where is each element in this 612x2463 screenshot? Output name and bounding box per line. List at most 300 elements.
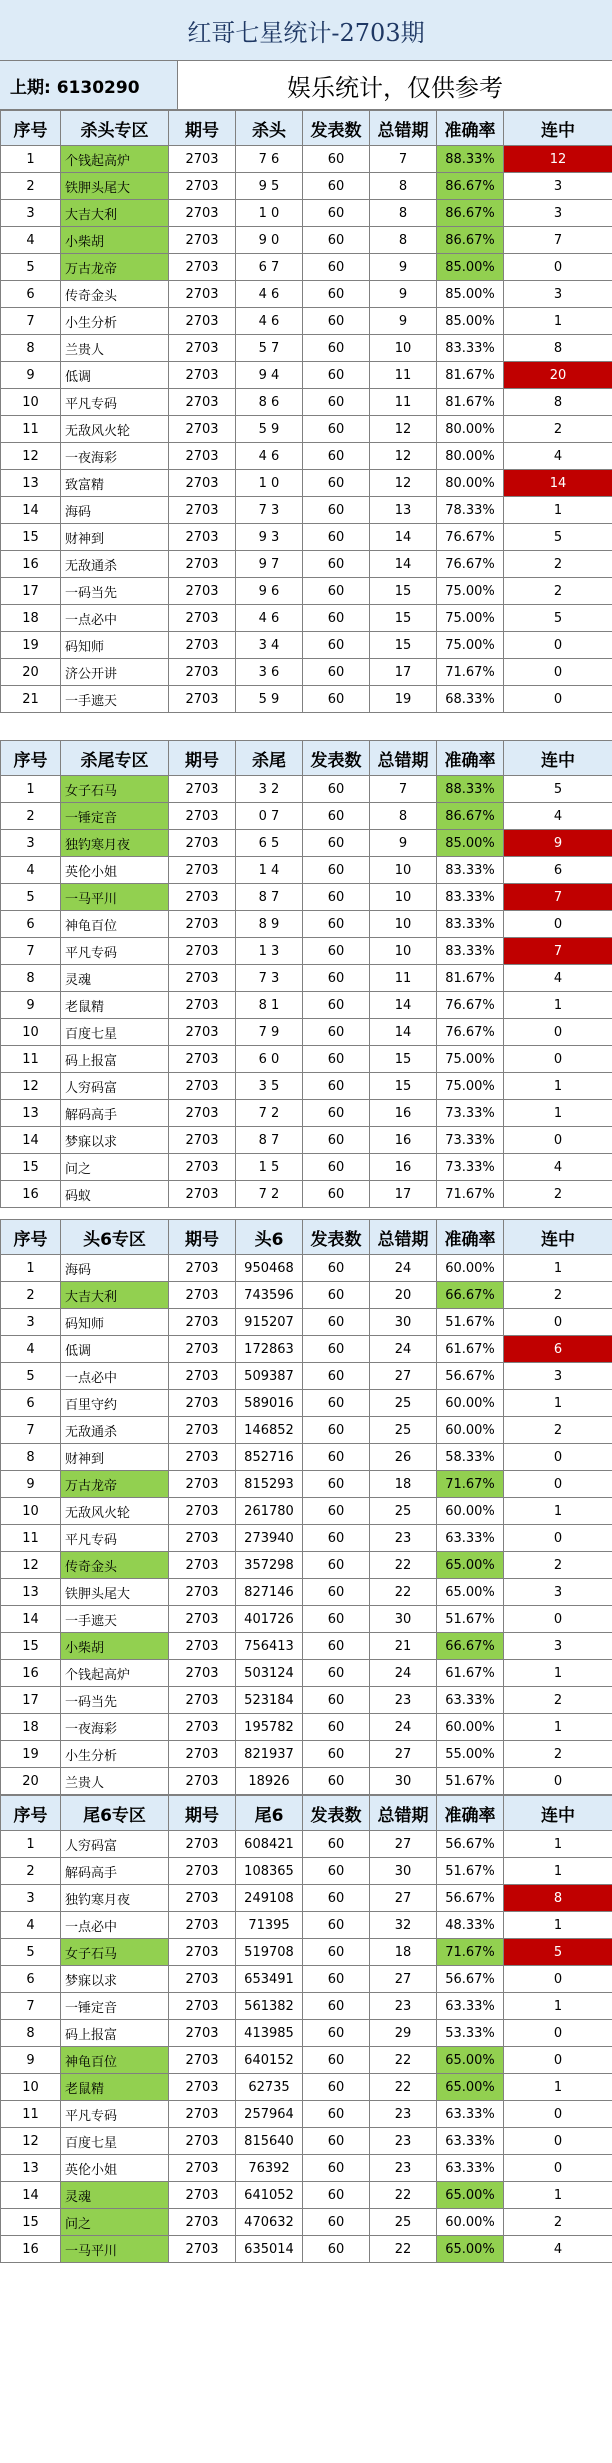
issue-number: 2703 bbox=[169, 1282, 236, 1309]
accuracy: 75.00% bbox=[437, 1046, 504, 1073]
streak: 3 bbox=[504, 173, 612, 200]
predictor-name: 无敌风火轮 bbox=[61, 416, 169, 443]
post-count: 60 bbox=[303, 1714, 370, 1741]
post-count: 60 bbox=[303, 1154, 370, 1181]
prediction: 827146 bbox=[236, 1579, 303, 1606]
total-misses: 27 bbox=[370, 1741, 437, 1768]
streak: 2 bbox=[504, 1417, 612, 1444]
total-misses: 10 bbox=[370, 884, 437, 911]
predictor-name: 小柴胡 bbox=[61, 227, 169, 254]
post-count: 60 bbox=[303, 857, 370, 884]
issue-number: 2703 bbox=[169, 1885, 236, 1912]
prediction: 9 7 bbox=[236, 551, 303, 578]
issue-number: 2703 bbox=[169, 389, 236, 416]
table-row bbox=[1, 1073, 612, 1100]
accuracy: 60.00% bbox=[437, 1498, 504, 1525]
total-misses: 11 bbox=[370, 965, 437, 992]
accuracy: 73.33% bbox=[437, 1100, 504, 1127]
predictor-name: 英伦小姐 bbox=[61, 857, 169, 884]
issue-number: 2703 bbox=[169, 1525, 236, 1552]
total-misses: 12 bbox=[370, 443, 437, 470]
streak: 2 bbox=[504, 1687, 612, 1714]
post-count: 60 bbox=[303, 1993, 370, 2020]
streak: 3 bbox=[504, 1579, 612, 1606]
predictor-name: 一手遮天 bbox=[61, 686, 169, 713]
accuracy: 85.00% bbox=[437, 281, 504, 308]
row-index: 15 bbox=[1, 1633, 61, 1660]
predictor-name: 一锤定音 bbox=[61, 803, 169, 830]
streak: 14 bbox=[504, 470, 612, 497]
accuracy: 55.00% bbox=[437, 1741, 504, 1768]
predictor-name: 问之 bbox=[61, 1154, 169, 1181]
accuracy: 86.67% bbox=[437, 803, 504, 830]
accuracy: 75.00% bbox=[437, 632, 504, 659]
accuracy: 78.33% bbox=[437, 497, 504, 524]
prediction: 470632 bbox=[236, 2209, 303, 2236]
post-count: 60 bbox=[303, 776, 370, 803]
predictor-name: 一码当先 bbox=[61, 1687, 169, 1714]
issue-number: 2703 bbox=[169, 362, 236, 389]
prediction: 852716 bbox=[236, 1444, 303, 1471]
prediction: 357298 bbox=[236, 1552, 303, 1579]
prediction: 1 4 bbox=[236, 857, 303, 884]
streak: 0 bbox=[504, 2155, 612, 2182]
issue-number: 2703 bbox=[169, 1858, 236, 1885]
row-index: 6 bbox=[1, 911, 61, 938]
predictor-name: 传奇金头 bbox=[61, 1552, 169, 1579]
issue-number: 2703 bbox=[169, 803, 236, 830]
streak: 0 bbox=[504, 1127, 612, 1154]
streak: 0 bbox=[504, 1471, 612, 1498]
table-row bbox=[1, 254, 612, 281]
row-index: 16 bbox=[1, 1181, 61, 1208]
post-count: 60 bbox=[303, 1019, 370, 1046]
streak: 8 bbox=[504, 1885, 612, 1912]
issue-number: 2703 bbox=[169, 992, 236, 1019]
predictor-name: 码知师 bbox=[61, 632, 169, 659]
column-header: 准确率 bbox=[437, 111, 504, 146]
table-header-row bbox=[1, 111, 612, 146]
row-index: 13 bbox=[1, 2155, 61, 2182]
prediction: 608421 bbox=[236, 1831, 303, 1858]
predictor-name: 一马平川 bbox=[61, 884, 169, 911]
table-row bbox=[1, 992, 612, 1019]
predictor-name: 一马平川 bbox=[61, 2236, 169, 2263]
issue-number: 2703 bbox=[169, 884, 236, 911]
issue-number: 2703 bbox=[169, 2074, 236, 2101]
total-misses: 11 bbox=[370, 389, 437, 416]
column-header: 杀尾 bbox=[236, 741, 303, 776]
post-count: 60 bbox=[303, 2155, 370, 2182]
predictor-name: 小生分析 bbox=[61, 1741, 169, 1768]
table-row bbox=[1, 1714, 612, 1741]
streak: 4 bbox=[504, 803, 612, 830]
predictor-name: 无敌风火轮 bbox=[61, 1498, 169, 1525]
total-misses: 23 bbox=[370, 2101, 437, 2128]
prediction: 523184 bbox=[236, 1687, 303, 1714]
issue-number: 2703 bbox=[169, 1552, 236, 1579]
accuracy: 61.67% bbox=[437, 1660, 504, 1687]
column-header: 连中 bbox=[504, 1796, 612, 1831]
accuracy: 48.33% bbox=[437, 1912, 504, 1939]
post-count: 60 bbox=[303, 803, 370, 830]
table-row bbox=[1, 1912, 612, 1939]
issue-number: 2703 bbox=[169, 2236, 236, 2263]
issue-number: 2703 bbox=[169, 965, 236, 992]
predictor-name: 女子石马 bbox=[61, 1939, 169, 1966]
prediction: 815293 bbox=[236, 1471, 303, 1498]
predictor-name: 万古龙帝 bbox=[61, 254, 169, 281]
predictor-name: 兰贵人 bbox=[61, 1768, 169, 1795]
predictor-name: 一锤定音 bbox=[61, 1993, 169, 2020]
section-spacer bbox=[0, 1208, 612, 1219]
accuracy: 56.67% bbox=[437, 1885, 504, 1912]
column-header: 头6 bbox=[236, 1220, 303, 1255]
accuracy: 76.67% bbox=[437, 551, 504, 578]
total-misses: 30 bbox=[370, 1309, 437, 1336]
issue-number: 2703 bbox=[169, 146, 236, 173]
column-header: 总错期 bbox=[370, 111, 437, 146]
page-title: 红哥七星统计-2703期 bbox=[0, 0, 612, 61]
table-row bbox=[1, 1363, 612, 1390]
post-count: 60 bbox=[303, 227, 370, 254]
streak: 0 bbox=[504, 911, 612, 938]
total-misses: 25 bbox=[370, 1417, 437, 1444]
prediction: 561382 bbox=[236, 1993, 303, 2020]
post-count: 60 bbox=[303, 1912, 370, 1939]
issue-number: 2703 bbox=[169, 1100, 236, 1127]
accuracy: 56.67% bbox=[437, 1831, 504, 1858]
table-header-row bbox=[1, 1220, 612, 1255]
issue-number: 2703 bbox=[169, 1444, 236, 1471]
row-index: 10 bbox=[1, 389, 61, 416]
issue-number: 2703 bbox=[169, 1363, 236, 1390]
post-count: 60 bbox=[303, 1046, 370, 1073]
accuracy: 83.33% bbox=[437, 335, 504, 362]
table-row bbox=[1, 1579, 612, 1606]
row-index: 2 bbox=[1, 803, 61, 830]
streak: 0 bbox=[504, 1966, 612, 1993]
table-row bbox=[1, 659, 612, 686]
streak: 2 bbox=[504, 551, 612, 578]
accuracy: 66.67% bbox=[437, 1282, 504, 1309]
total-misses: 14 bbox=[370, 551, 437, 578]
predictor-name: 解码高手 bbox=[61, 1100, 169, 1127]
table-row bbox=[1, 2182, 612, 2209]
total-misses: 12 bbox=[370, 470, 437, 497]
column-header: 尾6 bbox=[236, 1796, 303, 1831]
predictor-name: 大吉大利 bbox=[61, 1282, 169, 1309]
accuracy: 60.00% bbox=[437, 2209, 504, 2236]
predictor-name: 解码高手 bbox=[61, 1858, 169, 1885]
table-row bbox=[1, 686, 612, 713]
prediction: 413985 bbox=[236, 2020, 303, 2047]
streak: 0 bbox=[504, 254, 612, 281]
sha-tou-table bbox=[0, 110, 612, 713]
table-row bbox=[1, 1390, 612, 1417]
total-misses: 18 bbox=[370, 1471, 437, 1498]
prediction: 261780 bbox=[236, 1498, 303, 1525]
total-misses: 10 bbox=[370, 911, 437, 938]
streak: 1 bbox=[504, 1660, 612, 1687]
table-row bbox=[1, 1858, 612, 1885]
table-row bbox=[1, 2047, 612, 2074]
streak: 2 bbox=[504, 1741, 612, 1768]
column-header: 头6专区 bbox=[61, 1220, 169, 1255]
post-count: 60 bbox=[303, 2209, 370, 2236]
prediction: 1 5 bbox=[236, 1154, 303, 1181]
row-index: 11 bbox=[1, 1525, 61, 1552]
total-misses: 30 bbox=[370, 1858, 437, 1885]
streak: 0 bbox=[504, 1019, 612, 1046]
streak: 7 bbox=[504, 227, 612, 254]
column-header: 准确率 bbox=[437, 1220, 504, 1255]
table-row bbox=[1, 965, 612, 992]
row-index: 2 bbox=[1, 1858, 61, 1885]
prediction: 7 2 bbox=[236, 1181, 303, 1208]
column-header: 序号 bbox=[1, 741, 61, 776]
predictor-name: 一点必中 bbox=[61, 1912, 169, 1939]
predictor-name: 码知师 bbox=[61, 1309, 169, 1336]
accuracy: 71.67% bbox=[437, 1181, 504, 1208]
prediction: 509387 bbox=[236, 1363, 303, 1390]
streak: 0 bbox=[504, 686, 612, 713]
row-index: 9 bbox=[1, 1471, 61, 1498]
predictor-name: 低调 bbox=[61, 362, 169, 389]
prediction: 4 6 bbox=[236, 281, 303, 308]
predictor-name: 百度七星 bbox=[61, 2128, 169, 2155]
post-count: 60 bbox=[303, 2182, 370, 2209]
row-index: 10 bbox=[1, 2074, 61, 2101]
streak: 0 bbox=[504, 1444, 612, 1471]
prediction: 4 6 bbox=[236, 605, 303, 632]
row-index: 5 bbox=[1, 884, 61, 911]
predictor-name: 灵魂 bbox=[61, 965, 169, 992]
prediction: 1 0 bbox=[236, 470, 303, 497]
table-row bbox=[1, 443, 612, 470]
column-header: 连中 bbox=[504, 1220, 612, 1255]
accuracy: 73.33% bbox=[437, 1127, 504, 1154]
streak: 0 bbox=[504, 2128, 612, 2155]
row-index: 15 bbox=[1, 524, 61, 551]
prediction: 9 4 bbox=[236, 362, 303, 389]
column-header: 序号 bbox=[1, 111, 61, 146]
predictor-name: 平凡专码 bbox=[61, 2101, 169, 2128]
post-count: 60 bbox=[303, 992, 370, 1019]
table-row bbox=[1, 2074, 612, 2101]
post-count: 60 bbox=[303, 524, 370, 551]
prediction: 1 0 bbox=[236, 200, 303, 227]
accuracy: 60.00% bbox=[437, 1390, 504, 1417]
issue-number: 2703 bbox=[169, 470, 236, 497]
row-index: 19 bbox=[1, 1741, 61, 1768]
total-misses: 22 bbox=[370, 2074, 437, 2101]
table-row bbox=[1, 551, 612, 578]
streak: 1 bbox=[504, 1831, 612, 1858]
post-count: 60 bbox=[303, 416, 370, 443]
post-count: 60 bbox=[303, 1100, 370, 1127]
issue-number: 2703 bbox=[169, 1633, 236, 1660]
row-index: 12 bbox=[1, 1552, 61, 1579]
accuracy: 65.00% bbox=[437, 2236, 504, 2263]
row-index: 14 bbox=[1, 1127, 61, 1154]
row-index: 12 bbox=[1, 2128, 61, 2155]
accuracy: 63.33% bbox=[437, 2101, 504, 2128]
issue-number: 2703 bbox=[169, 578, 236, 605]
streak: 6 bbox=[504, 1336, 612, 1363]
accuracy: 88.33% bbox=[437, 776, 504, 803]
accuracy: 60.00% bbox=[437, 1714, 504, 1741]
table-row bbox=[1, 1417, 612, 1444]
post-count: 60 bbox=[303, 1127, 370, 1154]
streak: 8 bbox=[504, 389, 612, 416]
prediction: 5 9 bbox=[236, 686, 303, 713]
issue-number: 2703 bbox=[169, 443, 236, 470]
post-count: 60 bbox=[303, 2047, 370, 2074]
post-count: 60 bbox=[303, 965, 370, 992]
streak: 2 bbox=[504, 578, 612, 605]
predictor-name: 梦寐以求 bbox=[61, 1127, 169, 1154]
streak: 3 bbox=[504, 281, 612, 308]
post-count: 60 bbox=[303, 2020, 370, 2047]
total-misses: 14 bbox=[370, 1019, 437, 1046]
issue-number: 2703 bbox=[169, 1336, 236, 1363]
row-index: 13 bbox=[1, 470, 61, 497]
table-row bbox=[1, 1309, 612, 1336]
prediction: 273940 bbox=[236, 1525, 303, 1552]
predictor-name: 英伦小姐 bbox=[61, 2155, 169, 2182]
total-misses: 27 bbox=[370, 1966, 437, 1993]
predictor-name: 一手遮天 bbox=[61, 1606, 169, 1633]
predictor-name: 百里守约 bbox=[61, 1390, 169, 1417]
table-row bbox=[1, 281, 612, 308]
predictor-name: 铁胛头尾大 bbox=[61, 173, 169, 200]
total-misses: 22 bbox=[370, 2182, 437, 2209]
table-row bbox=[1, 200, 612, 227]
total-misses: 22 bbox=[370, 1552, 437, 1579]
column-header: 期号 bbox=[169, 741, 236, 776]
predictor-name: 个钱起高炉 bbox=[61, 146, 169, 173]
total-misses: 22 bbox=[370, 1579, 437, 1606]
prediction: 519708 bbox=[236, 1939, 303, 1966]
predictor-name: 独钓寒月夜 bbox=[61, 1885, 169, 1912]
issue-number: 2703 bbox=[169, 911, 236, 938]
row-index: 14 bbox=[1, 2182, 61, 2209]
streak: 0 bbox=[504, 1606, 612, 1633]
table-row bbox=[1, 227, 612, 254]
prediction: 3 4 bbox=[236, 632, 303, 659]
streak: 0 bbox=[504, 659, 612, 686]
total-misses: 27 bbox=[370, 1885, 437, 1912]
predictor-name: 一夜海彩 bbox=[61, 443, 169, 470]
total-misses: 21 bbox=[370, 1633, 437, 1660]
row-index: 11 bbox=[1, 2101, 61, 2128]
post-count: 60 bbox=[303, 1444, 370, 1471]
prediction: 146852 bbox=[236, 1417, 303, 1444]
total-misses: 10 bbox=[370, 938, 437, 965]
predictor-name: 人穷码富 bbox=[61, 1831, 169, 1858]
total-misses: 15 bbox=[370, 632, 437, 659]
disclaimer: 娱乐统计，仅供参考 bbox=[287, 73, 503, 102]
predictor-name: 码蚁 bbox=[61, 1181, 169, 1208]
table-row bbox=[1, 1471, 612, 1498]
total-misses: 7 bbox=[370, 146, 437, 173]
row-index: 8 bbox=[1, 1444, 61, 1471]
total-misses: 16 bbox=[370, 1127, 437, 1154]
prediction: 6 7 bbox=[236, 254, 303, 281]
predictor-name: 独钓寒月夜 bbox=[61, 830, 169, 857]
row-index: 2 bbox=[1, 173, 61, 200]
table-row bbox=[1, 1498, 612, 1525]
row-index: 10 bbox=[1, 1019, 61, 1046]
prediction: 18926 bbox=[236, 1768, 303, 1795]
prediction: 76392 bbox=[236, 2155, 303, 2182]
row-index: 16 bbox=[1, 1660, 61, 1687]
streak: 1 bbox=[504, 1858, 612, 1885]
table-row bbox=[1, 911, 612, 938]
row-index: 13 bbox=[1, 1579, 61, 1606]
row-index: 21 bbox=[1, 686, 61, 713]
table-row bbox=[1, 362, 612, 389]
prediction: 7 3 bbox=[236, 965, 303, 992]
accuracy: 68.33% bbox=[437, 686, 504, 713]
accuracy: 56.67% bbox=[437, 1363, 504, 1390]
accuracy: 73.33% bbox=[437, 1154, 504, 1181]
column-header: 总错期 bbox=[370, 1796, 437, 1831]
post-count: 60 bbox=[303, 1309, 370, 1336]
issue-number: 2703 bbox=[169, 1498, 236, 1525]
table-row bbox=[1, 1606, 612, 1633]
prediction: 653491 bbox=[236, 1966, 303, 1993]
accuracy: 63.33% bbox=[437, 1993, 504, 2020]
streak: 1 bbox=[504, 1714, 612, 1741]
issue-number: 2703 bbox=[169, 2020, 236, 2047]
streak: 1 bbox=[504, 2074, 612, 2101]
prediction: 6 5 bbox=[236, 830, 303, 857]
streak: 2 bbox=[504, 2209, 612, 2236]
prediction: 9 0 bbox=[236, 227, 303, 254]
table-row bbox=[1, 1444, 612, 1471]
total-misses: 15 bbox=[370, 1046, 437, 1073]
prediction: 8 7 bbox=[236, 884, 303, 911]
streak: 5 bbox=[504, 776, 612, 803]
issue-number: 2703 bbox=[169, 1714, 236, 1741]
prediction: 172863 bbox=[236, 1336, 303, 1363]
column-header: 杀头专区 bbox=[61, 111, 169, 146]
accuracy: 65.00% bbox=[437, 1579, 504, 1606]
predictor-name: 财神到 bbox=[61, 1444, 169, 1471]
table-row bbox=[1, 146, 612, 173]
issue-number: 2703 bbox=[169, 1390, 236, 1417]
streak: 1 bbox=[504, 1255, 612, 1282]
post-count: 60 bbox=[303, 1687, 370, 1714]
total-misses: 23 bbox=[370, 1687, 437, 1714]
row-index: 9 bbox=[1, 992, 61, 1019]
predictor-name: 码上报富 bbox=[61, 1046, 169, 1073]
table-row bbox=[1, 2020, 612, 2047]
table-row bbox=[1, 1966, 612, 1993]
accuracy: 81.67% bbox=[437, 389, 504, 416]
streak: 0 bbox=[504, 1768, 612, 1795]
row-index: 8 bbox=[1, 965, 61, 992]
row-index: 5 bbox=[1, 254, 61, 281]
predictor-name: 老鼠精 bbox=[61, 992, 169, 1019]
total-misses: 19 bbox=[370, 686, 437, 713]
streak: 1 bbox=[504, 2182, 612, 2209]
total-misses: 24 bbox=[370, 1714, 437, 1741]
predictor-name: 神龟百位 bbox=[61, 2047, 169, 2074]
streak: 5 bbox=[504, 605, 612, 632]
